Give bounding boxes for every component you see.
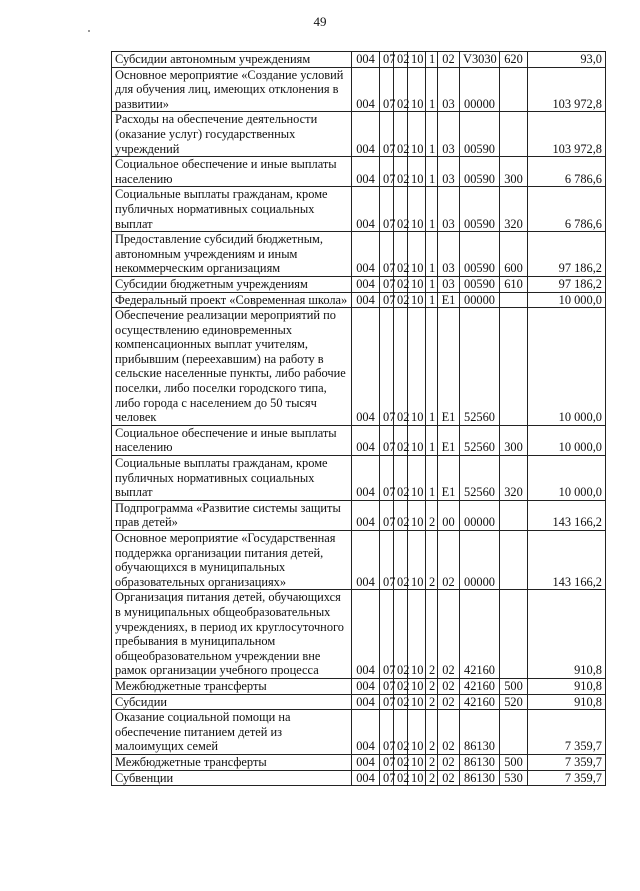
- direction-code: 42160: [460, 678, 500, 694]
- subsection-code: 02: [394, 531, 408, 590]
- expense-type-code: 620: [500, 52, 528, 68]
- subsection-code: 02: [394, 52, 408, 68]
- row-name: Субсидии: [112, 694, 352, 710]
- section-code: 07: [380, 770, 394, 786]
- ved-code: 004: [352, 531, 380, 590]
- direction-code: 00000: [460, 500, 500, 530]
- table-row: [112, 308, 606, 426]
- amount: 103 972,8: [528, 112, 606, 157]
- table-row: [112, 710, 606, 755]
- expense-type-code: 300: [500, 425, 528, 455]
- amount: 10 000,0: [528, 292, 606, 308]
- row-name: Предоставление субсидий бюджетным, автономным учреждениям и иным некоммерческим организациям: [112, 232, 352, 277]
- subprogram-code: 2: [426, 500, 438, 530]
- subsection-code: 02: [394, 425, 408, 455]
- expense-type-code: 500: [500, 678, 528, 694]
- direction-code: 86130: [460, 770, 500, 786]
- direction-code: 00000: [460, 531, 500, 590]
- ved-code: 004: [352, 292, 380, 308]
- ved-code: 004: [352, 500, 380, 530]
- direction-code: 00000: [460, 292, 500, 308]
- subprogram-code: 1: [426, 112, 438, 157]
- section-code: 07: [380, 308, 394, 426]
- section-code: 07: [380, 112, 394, 157]
- measure-code: 00: [438, 500, 460, 530]
- expense-type-code: [500, 67, 528, 112]
- subsection-code: 02: [394, 678, 408, 694]
- subprogram-code: 2: [426, 678, 438, 694]
- subprogram-code: 2: [426, 710, 438, 755]
- row-name: Межбюджетные трансферты: [112, 678, 352, 694]
- measure-code: 02: [438, 590, 460, 679]
- amount: 7 359,7: [528, 770, 606, 786]
- table-row: [112, 187, 606, 232]
- expense-type-code: 530: [500, 770, 528, 786]
- program-code: 10: [408, 425, 426, 455]
- section-code: 07: [380, 754, 394, 770]
- expense-type-code: 320: [500, 456, 528, 501]
- amount: 6 786,6: [528, 157, 606, 187]
- program-code: 10: [408, 770, 426, 786]
- section-code: 07: [380, 157, 394, 187]
- direction-code: 86130: [460, 754, 500, 770]
- direction-code: 00590: [460, 157, 500, 187]
- amount: 910,8: [528, 678, 606, 694]
- program-code: 10: [408, 52, 426, 68]
- section-code: 07: [380, 425, 394, 455]
- amount: 143 166,2: [528, 531, 606, 590]
- expense-type-code: [500, 590, 528, 679]
- measure-code: 03: [438, 112, 460, 157]
- ved-code: 004: [352, 590, 380, 679]
- subprogram-code: 2: [426, 694, 438, 710]
- section-code: 07: [380, 232, 394, 277]
- amount: 910,8: [528, 590, 606, 679]
- expense-type-code: [500, 112, 528, 157]
- measure-code: 02: [438, 678, 460, 694]
- amount: 6 786,6: [528, 187, 606, 232]
- subsection-code: 02: [394, 308, 408, 426]
- section-code: 07: [380, 292, 394, 308]
- subsection-code: 02: [394, 292, 408, 308]
- expense-type-code: [500, 531, 528, 590]
- subsection-code: 02: [394, 694, 408, 710]
- ved-code: 004: [352, 308, 380, 426]
- amount: 143 166,2: [528, 500, 606, 530]
- subsection-code: 02: [394, 456, 408, 501]
- budget-table-body: [112, 52, 606, 786]
- measure-code: 03: [438, 187, 460, 232]
- table-row: [112, 112, 606, 157]
- subprogram-code: 1: [426, 276, 438, 292]
- program-code: 10: [408, 531, 426, 590]
- subprogram-code: 2: [426, 754, 438, 770]
- row-name: Социальные выплаты гражданам, кроме публичных нормативных социальных выплат: [112, 456, 352, 501]
- direction-code: 52560: [460, 308, 500, 426]
- section-code: 07: [380, 590, 394, 679]
- row-name: Оказание социальной помощи на обеспечение питанием детей из малоимущих семей: [112, 710, 352, 755]
- direction-code: 52560: [460, 456, 500, 501]
- subprogram-code: 1: [426, 157, 438, 187]
- program-code: 10: [408, 67, 426, 112]
- direction-code: 52560: [460, 425, 500, 455]
- table-row: [112, 232, 606, 277]
- subprogram-code: 1: [426, 292, 438, 308]
- program-code: 10: [408, 754, 426, 770]
- subsection-code: 02: [394, 187, 408, 232]
- ved-code: 004: [352, 425, 380, 455]
- table-row: [112, 292, 606, 308]
- program-code: 10: [408, 308, 426, 426]
- program-code: 10: [408, 694, 426, 710]
- ved-code: 004: [352, 770, 380, 786]
- ved-code: 004: [352, 157, 380, 187]
- section-code: 07: [380, 67, 394, 112]
- subsection-code: 02: [394, 754, 408, 770]
- expense-type-code: [500, 308, 528, 426]
- row-name: Субсидии автономным учреждениям: [112, 52, 352, 68]
- ved-code: 004: [352, 678, 380, 694]
- subprogram-code: 1: [426, 187, 438, 232]
- program-code: 10: [408, 112, 426, 157]
- subprogram-code: 1: [426, 67, 438, 112]
- subsection-code: 02: [394, 590, 408, 679]
- table-row: [112, 754, 606, 770]
- direction-code: 00000: [460, 67, 500, 112]
- measure-code: E1: [438, 292, 460, 308]
- row-name: Субвенции: [112, 770, 352, 786]
- subprogram-code: 2: [426, 531, 438, 590]
- table-row: [112, 157, 606, 187]
- amount: 10 000,0: [528, 308, 606, 426]
- section-code: 07: [380, 52, 394, 68]
- table-row: [112, 276, 606, 292]
- subsection-code: 02: [394, 500, 408, 530]
- measure-code: 02: [438, 531, 460, 590]
- program-code: 10: [408, 187, 426, 232]
- program-code: 10: [408, 500, 426, 530]
- amount: 7 359,7: [528, 710, 606, 755]
- measure-code: 03: [438, 157, 460, 187]
- program-code: 10: [408, 590, 426, 679]
- expense-type-code: 610: [500, 276, 528, 292]
- row-name: Основное мероприятие «Государственная поддержка организации питания детей, обучающихся в муниципальных образовательных организациях»: [112, 531, 352, 590]
- ved-code: 004: [352, 694, 380, 710]
- subprogram-code: 1: [426, 456, 438, 501]
- table-row: [112, 770, 606, 786]
- measure-code: E1: [438, 308, 460, 426]
- subsection-code: 02: [394, 67, 408, 112]
- amount: 97 186,2: [528, 232, 606, 277]
- subprogram-code: 1: [426, 308, 438, 426]
- amount: 910,8: [528, 694, 606, 710]
- table-row: [112, 500, 606, 530]
- row-name: Основное мероприятие «Создание условий для обучения лиц, имеющих отклонения в развитии»: [112, 67, 352, 112]
- ved-code: 004: [352, 232, 380, 277]
- subprogram-code: 2: [426, 590, 438, 679]
- program-code: 10: [408, 232, 426, 277]
- amount: 103 972,8: [528, 67, 606, 112]
- expense-type-code: [500, 710, 528, 755]
- expense-type-code: 500: [500, 754, 528, 770]
- row-name: Субсидии бюджетным учреждениям: [112, 276, 352, 292]
- row-name: Подпрограмма «Развитие системы защиты прав детей»: [112, 500, 352, 530]
- direction-code: 00590: [460, 187, 500, 232]
- measure-code: 03: [438, 67, 460, 112]
- ved-code: 004: [352, 112, 380, 157]
- program-code: 10: [408, 276, 426, 292]
- expense-type-code: 300: [500, 157, 528, 187]
- direction-code: V3030: [460, 52, 500, 68]
- row-name: Социальное обеспечение и иные выплаты населению: [112, 425, 352, 455]
- direction-code: 00590: [460, 112, 500, 157]
- program-code: 10: [408, 456, 426, 501]
- direction-code: 42160: [460, 694, 500, 710]
- table-row: [112, 694, 606, 710]
- scan-speck: [88, 30, 90, 32]
- section-code: 07: [380, 531, 394, 590]
- measure-code: 02: [438, 52, 460, 68]
- program-code: 10: [408, 157, 426, 187]
- section-code: 07: [380, 456, 394, 501]
- table-row: [112, 425, 606, 455]
- section-code: 07: [380, 678, 394, 694]
- subsection-code: 02: [394, 112, 408, 157]
- row-name: Организация питания детей, обучающихся в муниципальных общеобразовательных учреждениях, в период их круглосуточного пребывания в муниципальном общеобразовательном учреждении вне рамок организации учебного процесса: [112, 590, 352, 679]
- expense-type-code: [500, 292, 528, 308]
- budget-table: [111, 51, 606, 786]
- row-name: Межбюджетные трансферты: [112, 754, 352, 770]
- section-code: 07: [380, 276, 394, 292]
- measure-code: 03: [438, 276, 460, 292]
- program-code: 10: [408, 292, 426, 308]
- page-number: 49: [313, 14, 327, 29]
- direction-code: 00590: [460, 232, 500, 277]
- section-code: 07: [380, 500, 394, 530]
- row-name: Социальное обеспечение и иные выплаты населению: [112, 157, 352, 187]
- subsection-code: 02: [394, 770, 408, 786]
- table-row: [112, 456, 606, 501]
- direction-code: 00590: [460, 276, 500, 292]
- subsection-code: 02: [394, 276, 408, 292]
- amount: 10 000,0: [528, 456, 606, 501]
- table-row: [112, 67, 606, 112]
- table-row: [112, 531, 606, 590]
- table-row: [112, 678, 606, 694]
- row-name: Социальные выплаты гражданам, кроме публичных нормативных социальных выплат: [112, 187, 352, 232]
- amount: 7 359,7: [528, 754, 606, 770]
- section-code: 07: [380, 710, 394, 755]
- direction-code: 86130: [460, 710, 500, 755]
- section-code: 07: [380, 187, 394, 232]
- subprogram-code: 1: [426, 232, 438, 277]
- row-name: Обеспечение реализации мероприятий по осуществлению единовременных компенсационных выплат учителям, прибывшим (переехавшим) на работу в сельские населенные пункты, либо рабочие поселки, либо поселки городского типа, либо города с населением до 50 тысяч человек: [112, 308, 352, 426]
- ved-code: 004: [352, 67, 380, 112]
- subsection-code: 02: [394, 710, 408, 755]
- expense-type-code: 320: [500, 187, 528, 232]
- direction-code: 42160: [460, 590, 500, 679]
- subprogram-code: 1: [426, 52, 438, 68]
- subsection-code: 02: [394, 232, 408, 277]
- program-code: 10: [408, 678, 426, 694]
- program-code: 10: [408, 710, 426, 755]
- amount: 10 000,0: [528, 425, 606, 455]
- row-name: Расходы на обеспечение деятельности (оказание услуг) государственных учреждений: [112, 112, 352, 157]
- section-code: 07: [380, 694, 394, 710]
- subsection-code: 02: [394, 157, 408, 187]
- table-row: [112, 590, 606, 679]
- ved-code: 004: [352, 276, 380, 292]
- measure-code: E1: [438, 425, 460, 455]
- amount: 97 186,2: [528, 276, 606, 292]
- row-name: Федеральный проект «Современная школа»: [112, 292, 352, 308]
- subprogram-code: 2: [426, 770, 438, 786]
- measure-code: 02: [438, 694, 460, 710]
- ved-code: 004: [352, 187, 380, 232]
- measure-code: 03: [438, 232, 460, 277]
- measure-code: 02: [438, 710, 460, 755]
- measure-code: 02: [438, 754, 460, 770]
- ved-code: 004: [352, 754, 380, 770]
- ved-code: 004: [352, 52, 380, 68]
- measure-code: E1: [438, 456, 460, 501]
- expense-type-code: 600: [500, 232, 528, 277]
- amount: 93,0: [528, 52, 606, 68]
- expense-type-code: 520: [500, 694, 528, 710]
- table-row: [112, 52, 606, 68]
- ved-code: 004: [352, 710, 380, 755]
- ved-code: 004: [352, 456, 380, 501]
- measure-code: 02: [438, 770, 460, 786]
- subprogram-code: 1: [426, 425, 438, 455]
- expense-type-code: [500, 500, 528, 530]
